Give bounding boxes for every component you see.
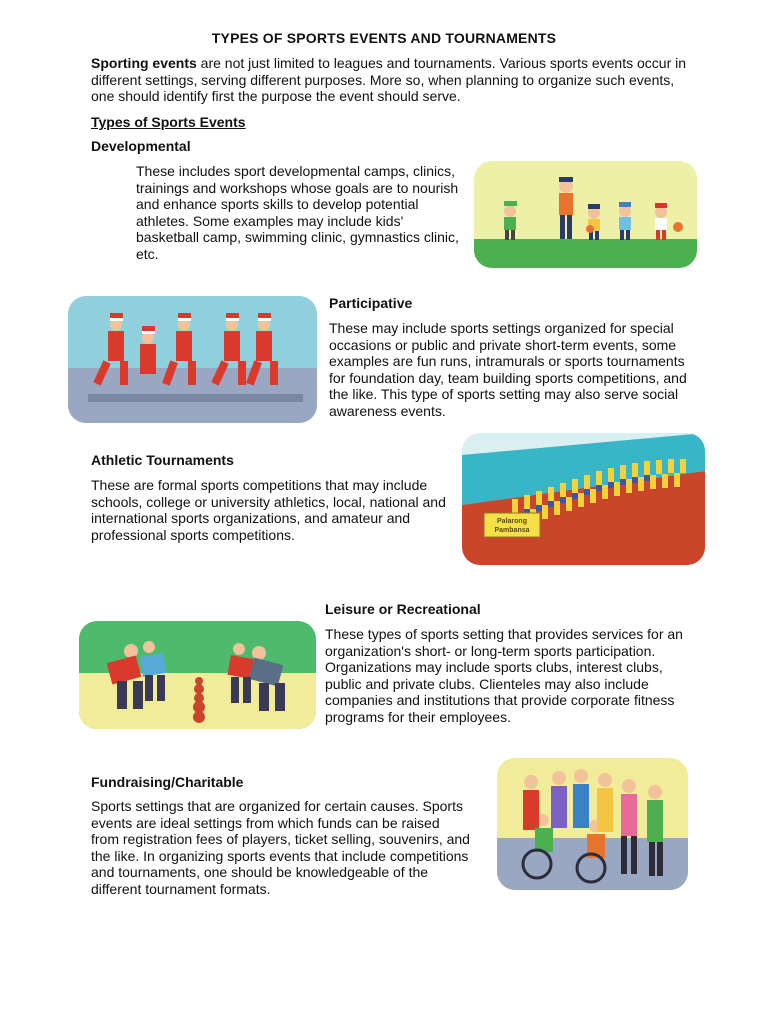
fundraising-illustration	[497, 758, 688, 890]
participative-heading: Participative	[329, 295, 413, 311]
svg-text:Pambansa: Pambansa	[494, 527, 530, 534]
athletic-heading: Athletic Tournaments	[91, 452, 234, 468]
developmental-illustration	[474, 161, 697, 268]
leisure-illustration	[79, 621, 316, 729]
intro-text: are not just limited to leagues and tournaments. Various sports events occur in different settings, serving different purposes. More so, when planning to organize such events, one should identify first the purpose the event should serve.	[91, 55, 687, 104]
page-title: TYPES OF SPORTS EVENTS AND TOURNAMENTS	[211, 30, 557, 46]
types-heading: Types of Sports Events	[91, 114, 246, 130]
intro-paragraph	[91, 55, 691, 105]
intro-lead: Sporting events	[91, 55, 197, 71]
fundraising-heading: Fundraising/Charitable	[91, 774, 244, 790]
developmental-heading: Developmental	[91, 138, 191, 154]
leisure-heading: Leisure or Recreational	[325, 601, 481, 617]
fundraising-body: Sports settings that are organized for certain causes. Sports events are ideal settings from which funds can be raised from registration fees of players, ticket selling, souvenirs, and the like. In organizing sports events that include competitions and tournaments, one should be knowledgeable of the different tournament formats.	[91, 798, 470, 897]
athletic-illustration	[462, 433, 705, 565]
developmental-body: These includes sport developmental camps, clinics, trainings and workshops whose goals are to nourish and enhance sports skills to develop potential athletes. Some examples may include kids' basketball camp, swimming clinic, gymnastics clinic, etc.	[136, 163, 459, 262]
leisure-body: These types of sports setting that provides services for an organization's short- or long-term sports participation. Organizations may include sports clubs, interest clubs, public and private clubs. Clienteles may also include companies and institutions that provide corporate fitness programs for their employees.	[325, 626, 683, 725]
athletic-body: These are formal sports competitions that may include schools, college or university athletics, local, national and international sports organizations, and amateur and professional sports competitions.	[91, 477, 446, 543]
participative-illustration	[68, 296, 317, 423]
participative-body: These may include sports settings organized for special occasions or public and private short-term events, some examples are fun runs, intramurals or sports tournaments for foundation day, team building sports competitions, and the like. This type of sports setting may also serve social awareness events.	[329, 320, 687, 419]
svg-text:Palarong: Palarong	[497, 518, 527, 525]
